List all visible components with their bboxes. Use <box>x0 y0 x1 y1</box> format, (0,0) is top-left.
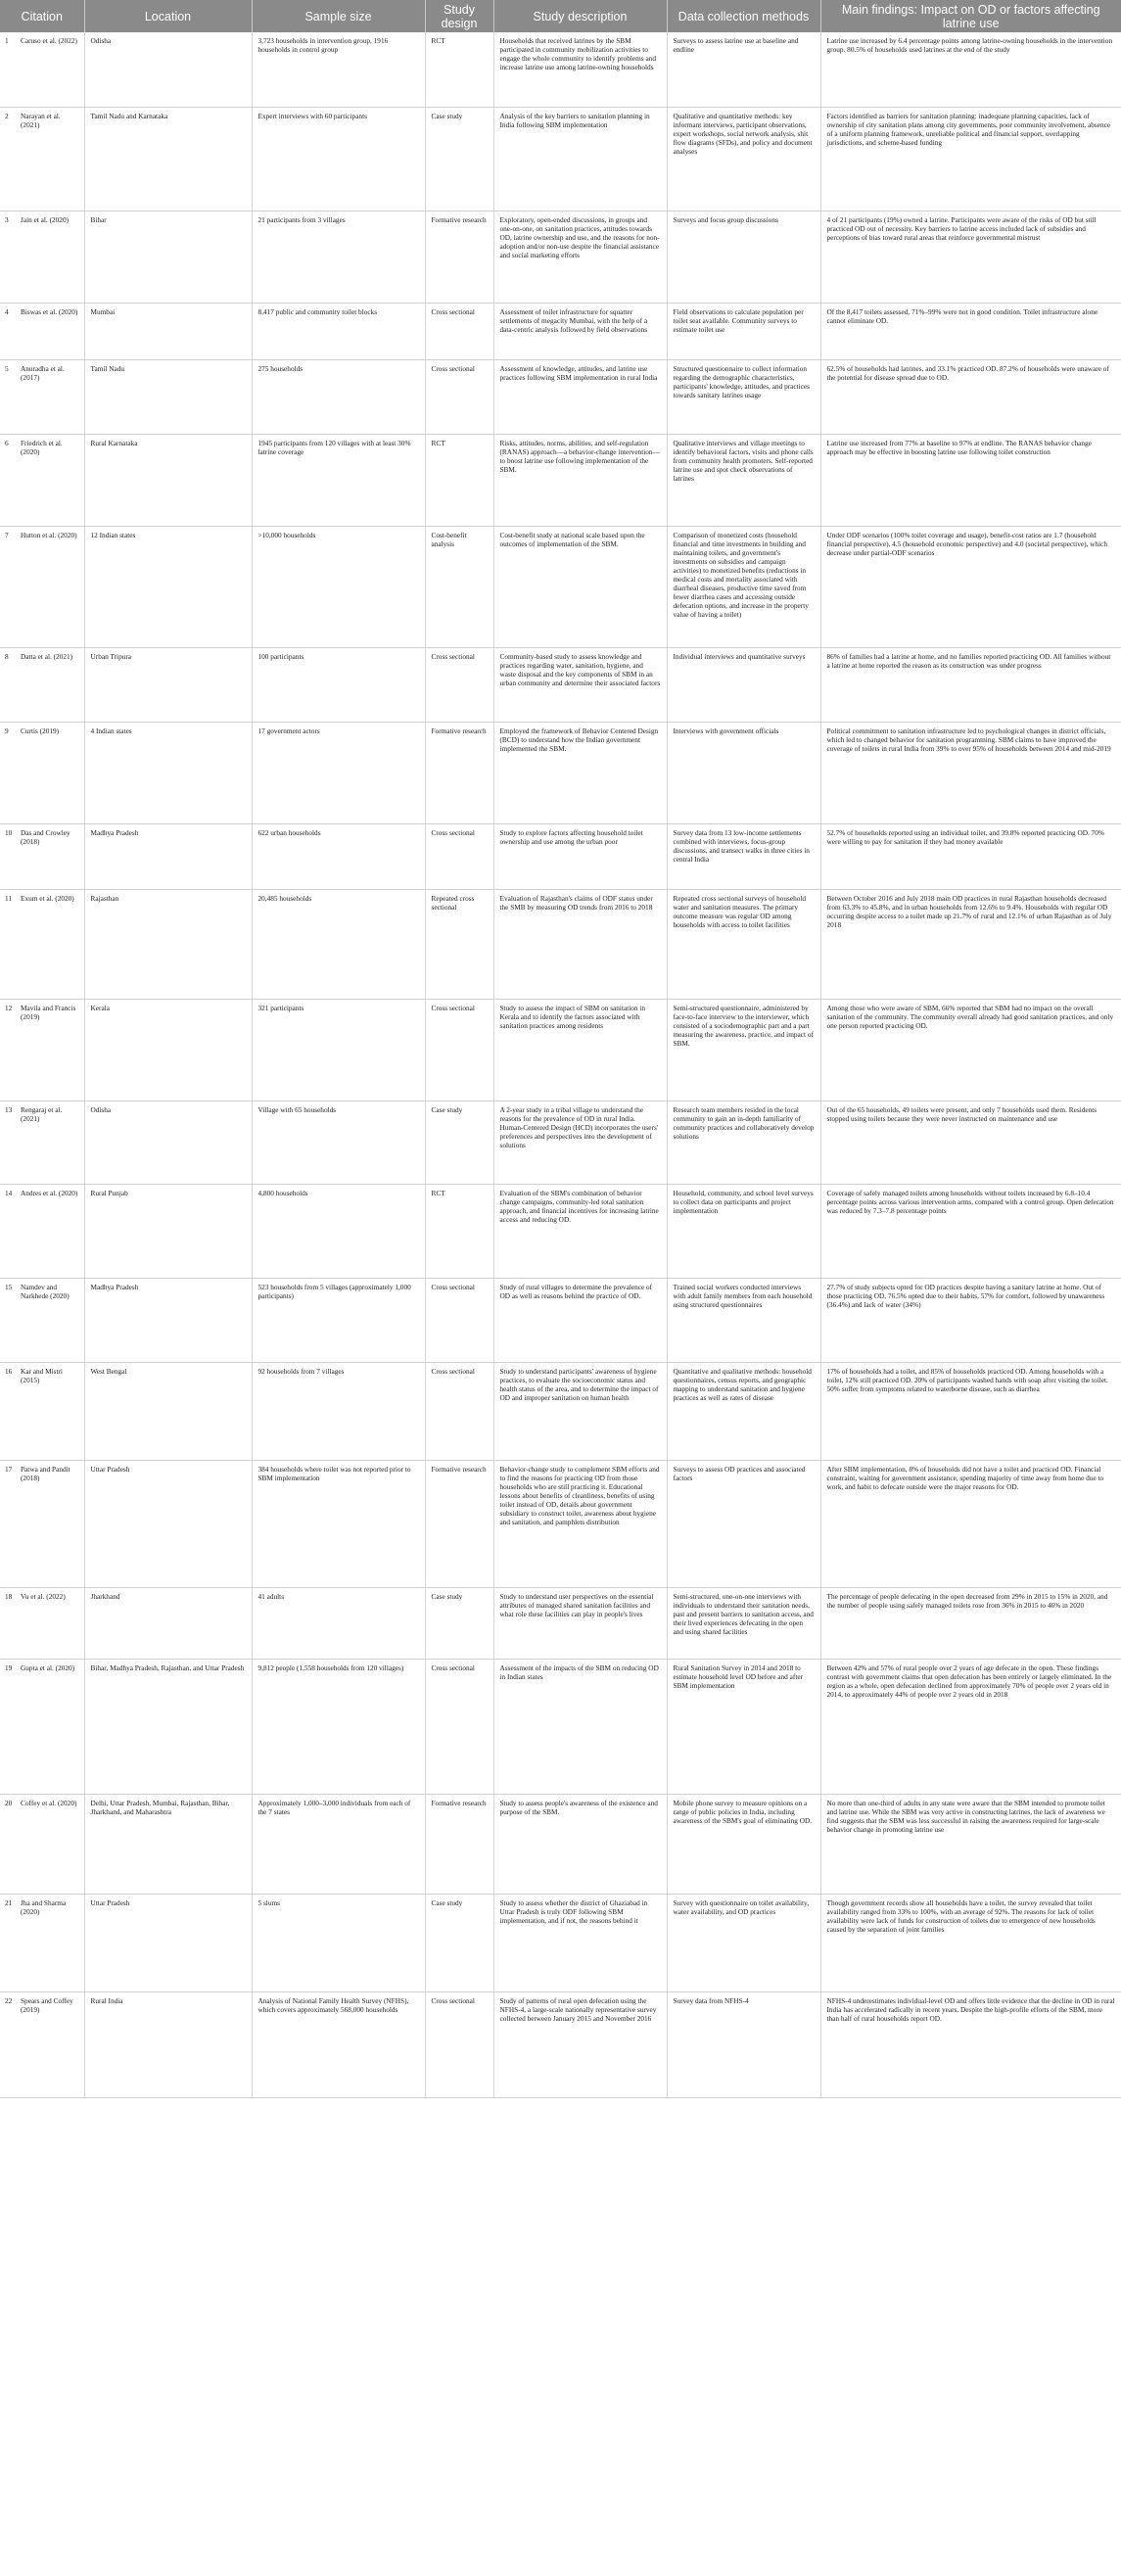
row-number: 12 <box>5 1003 13 1012</box>
cell-main-findings: 4 of 21 participants (19%) owned a latrine. Participants were aware of the risks of OD but still practiced OD out of necessity. Key barriers to latrine access included lack of subsidies and perceptions of bias toward rural areas that reinforce governmental mistrust <box>820 211 1121 303</box>
cell-study-description: Behavior-change study to complement SBM efforts and to find the reasons for practicing OD from those households who are still practicing it. Educational lessons about benefits of cleanliness, benefits of using toilet instead of OD, details about government subsidiary to construct toilet, awareness about hygiene and sanitation, and pamphlets distribution <box>493 1460 667 1587</box>
table-row <box>0 1101 1121 1184</box>
table-row <box>0 889 1121 999</box>
row-number: 11 <box>5 893 13 903</box>
citation-text: Vu et al. (2022) <box>21 1591 66 1601</box>
table-row <box>0 1362 1121 1460</box>
cell-sample-size: 321 participants <box>252 999 425 1101</box>
header-sample-size: Sample size <box>252 0 425 32</box>
cell-data-collection: Semi-structured, one-on-one interviews with individuals to understand their sanitation needs, past and present barriers to sanitation access, and their lived experiences defecating in the open and using shared facilities <box>667 1587 820 1659</box>
citation-text: Narayan et al. (2021) <box>21 111 61 129</box>
header-location: Location <box>84 0 252 32</box>
cell-citation <box>0 1659 84 1794</box>
cell-citation <box>0 1101 84 1184</box>
cell-sample-size: 384 households where toilet was not reported prior to SBM implementation <box>252 1460 425 1587</box>
cell-study-design: Formative research <box>425 211 493 303</box>
citation-text: Exum et al. (2020) <box>21 893 74 903</box>
cell-data-collection: Repeated cross sectional surveys of household water and sanitation measures. The primary outcome measure was regular OD among households with access to toilet facilities <box>667 889 820 999</box>
cell-location: Delhi, Uttar Pradesh, Mumbai, Rajasthan, Bihar, Jharkhand, and Maharashtra <box>84 1794 252 1894</box>
citation-text: Das and Crowley (2018) <box>21 827 70 846</box>
cell-data-collection: Qualitative interviews and village meetings to identify behavioral factors, visits and phone calls from community health promoters. Self-reported latrine use and spot check observations of latrines <box>667 434 820 526</box>
cell-main-findings: 17% of households had a toilet, and 85% of households practiced OD. Among households with a toilet, 12% still practiced OD. 20% of participants washed hands with soap after visiting the toilet. 50% suffer from symptoms related to waterborne disease, such as diarrhea <box>820 1362 1121 1460</box>
cell-citation <box>0 32 84 107</box>
cell-location: Odisha <box>84 32 252 107</box>
table-row <box>0 722 1121 823</box>
row-number: 3 <box>5 214 9 224</box>
cell-location: Bihar, Madhya Pradesh, Rajasthan, and Uttar Pradesh <box>84 1659 252 1794</box>
citation-text: Jha and Sharma (2020) <box>21 1897 67 1916</box>
cell-study-design: RCT <box>425 32 493 107</box>
cell-data-collection: Trained social workers conducted interviews with adult family members from each household using structured questionnaires <box>667 1278 820 1362</box>
cell-citation <box>0 526 84 647</box>
cell-location: 4 Indian states <box>84 722 252 823</box>
row-number: 5 <box>5 363 9 373</box>
cell-main-findings: NFHS-4 underestimates individual-level OD and offers little evidence that the decline in OD in rural India has accelerated radically in recent years. Despite the high-profile efforts of the SBM, more than half of rural households report OD. <box>820 1991 1121 2097</box>
cell-study-design: Case study <box>425 1894 493 1991</box>
cell-sample-size: Approximately 1,000–3,000 individuals from each of the 7 states <box>252 1794 425 1894</box>
cell-sample-size: 21 participants from 3 villages <box>252 211 425 303</box>
cell-citation <box>0 889 84 999</box>
cell-study-design: Cross sectional <box>425 359 493 434</box>
cell-sample-size: Analysis of National Family Health Survey (NFHS), which covers approximately 568,000 households <box>252 1991 425 2097</box>
cell-location: 12 Indian states <box>84 526 252 647</box>
cell-sample-size: 1945 participants from 120 villages with at least 30% latrine coverage <box>252 434 425 526</box>
cell-study-design: Cross sectional <box>425 1991 493 2097</box>
table-row <box>0 1894 1121 1991</box>
cell-data-collection: Interviews with government officials <box>667 722 820 823</box>
cell-study-description: Study to assess the impact of SBM on sanitation in Kerala and to identify the factors associated with sanitation practices among residents <box>493 999 667 1101</box>
cell-study-design: Formative research <box>425 1794 493 1894</box>
cell-study-design: Repeated cross sectional <box>425 889 493 999</box>
cell-study-description: Study of rural villages to determine the prevalence of OD as well as reasons behind the practice of OD. <box>493 1278 667 1362</box>
cell-main-findings: Political commitment to sanitation infrastructure led to psychological changes in district officials, which led to changed behavior for sanitation programming. SBM claims to have improved the coverage of toilets in rural India from 39% to over 95% of households between 2014 and mid-2019 <box>820 722 1121 823</box>
cell-citation <box>0 211 84 303</box>
row-number: 21 <box>5 1897 13 1907</box>
cell-study-design: RCT <box>425 434 493 526</box>
cell-main-findings: Among those who were aware of SBM, 66% reported that SBM had no impact on the overall sanitation of the community. The community overall already had good sanitation practices, and only one person reported practicing OD. <box>820 999 1121 1101</box>
cell-study-design: Case study <box>425 1101 493 1184</box>
cell-location: Madhya Pradesh <box>84 1278 252 1362</box>
cell-sample-size: Village with 65 households <box>252 1101 425 1184</box>
citation-text: Hutton et al. (2020) <box>21 530 77 539</box>
cell-sample-size: 8,417 public and community toilet blocks <box>252 303 425 359</box>
cell-data-collection: Household, community, and school level surveys to collect data on participants and project implementation <box>667 1184 820 1278</box>
cell-location: Odisha <box>84 1101 252 1184</box>
cell-main-findings: 52.7% of households reported using an individual toilet, and 39.8% reported practicing OD. 70% were willing to pay for sanitation if they had money available <box>820 823 1121 889</box>
citation-text: Namdev and Narkhede (2020) <box>21 1282 70 1300</box>
citation-text: Andres et al. (2020) <box>21 1188 78 1197</box>
cell-study-description: Study of patterns of rural open defecation using the NFHS-4, a large-scale nationally representative survey collected between January 2015 and November 2016 <box>493 1991 667 2097</box>
cell-data-collection: Structured questionnaire to collect information regarding the demographic characteristics, participants' knowledge, attitudes, and practices towards sanitary latrines usage <box>667 359 820 434</box>
cell-study-description: Study to assess whether the district of Ghaziabad in Uttar Pradesh is truly ODF following SBM implementation, and if not, the reasons behind it <box>493 1894 667 1991</box>
cell-study-design: Formative research <box>425 722 493 823</box>
table-row <box>0 526 1121 647</box>
citation-text: Jain et al. (2020) <box>21 214 70 224</box>
cell-study-design: Case study <box>425 1587 493 1659</box>
cell-study-description: Study to understand user perspectives on the essential attributes of managed shared sanitation facilities and what role these facilities can play in people's lives <box>493 1587 667 1659</box>
cell-data-collection: Qualitative and quantitative methods: key informant interviews, participant observations, expert workshops, social network analysis, shit flow diagrams (SFDs), and policy and document analyses <box>667 107 820 211</box>
cell-citation <box>0 1991 84 2097</box>
cell-location: Jharkhand <box>84 1587 252 1659</box>
cell-location: Rural India <box>84 1991 252 2097</box>
cell-study-design: Cross sectional <box>425 303 493 359</box>
row-number: 7 <box>5 530 9 539</box>
cell-main-findings: 62.5% of households had latrines, and 33.1% practiced OD. 87.2% of households were unaware of the potential for disease spread due to OD. <box>820 359 1121 434</box>
cell-data-collection: Field observations to calculate population per toilet seat available. Community surveys to estimate toilet use <box>667 303 820 359</box>
cell-citation <box>0 647 84 722</box>
table-row <box>0 211 1121 303</box>
cell-citation <box>0 107 84 211</box>
cell-data-collection: Mobile phone survey to measure opinions on a range of public policies in India, including awareness of the SBM's goal of eliminating OD. <box>667 1794 820 1894</box>
cell-study-description: Study to understand participants' awareness of hygiene practices, to evaluate the socioeconomic status and health status of the area, and to determine the impact of OD and improper sanitation on human health <box>493 1362 667 1460</box>
cell-main-findings: No more than one-third of adults in any state were aware that the SBM intended to promote toilet and latrine use. While the SBM was very active in constructing latrines, the lack of awareness we find suggests that the SBM was less successful in raising the awareness required for large-scale behavior change in promoting latrine use <box>820 1794 1121 1894</box>
cell-citation <box>0 823 84 889</box>
cell-citation <box>0 999 84 1101</box>
citation-text: Anuradha et al. (2017) <box>21 363 65 382</box>
cell-data-collection: Survey with questionnaire on toilet availability, water availability, and OD practices <box>667 1894 820 1991</box>
cell-citation <box>0 1794 84 1894</box>
cell-data-collection: Rural Sanitation Survey in 2014 and 2018 to estimate household level OD before and after SBM implementation <box>667 1659 820 1794</box>
row-number: 4 <box>5 306 9 316</box>
cell-study-description: Employed the framework of Behavior Centered Design (BCD) to understand how the Indian government implemented the SBM. <box>493 722 667 823</box>
cell-study-design: Cross sectional <box>425 1362 493 1460</box>
cell-location: Rural Punjab <box>84 1184 252 1278</box>
cell-data-collection: Survey data from NFHS-4 <box>667 1991 820 2097</box>
cell-study-description: A 2-year study in a tribal village to understand the reasons for the prevalence of OD in rural India. Human-Centered Design (HCD) incorporates the users' preferences and perspectives into the development of solutions <box>493 1101 667 1184</box>
citation-text: Mavila and Francis (2019) <box>21 1003 76 1021</box>
row-number: 6 <box>5 438 9 447</box>
table-row <box>0 1184 1121 1278</box>
row-number: 9 <box>5 726 9 735</box>
table-row <box>0 1991 1121 2097</box>
cell-sample-size: 92 households from 7 villages <box>252 1362 425 1460</box>
row-number: 10 <box>5 827 13 837</box>
row-number: 2 <box>5 111 9 120</box>
cell-data-collection: Surveys to assess OD practices and associated factors <box>667 1460 820 1587</box>
cell-location: Urban Tripura <box>84 647 252 722</box>
cell-sample-size: 100 participants <box>252 647 425 722</box>
table-row <box>0 434 1121 526</box>
table-row <box>0 303 1121 359</box>
table-body <box>0 32 1121 2097</box>
cell-main-findings: Coverage of safely managed toilets among households without toilets increased by 6.8–10.4 percentage points across various intervention arms, compared with a control group. Open defecation was reduced by 7.3–7.8 percentage points <box>820 1184 1121 1278</box>
cell-study-design: Case study <box>425 107 493 211</box>
cell-location: Madhya Pradesh <box>84 823 252 889</box>
cell-sample-size: 275 households <box>252 359 425 434</box>
citation-text: Coffey et al. (2020) <box>21 1798 77 1807</box>
header-row <box>0 0 1121 32</box>
cell-main-findings: 27.7% of study subjects opted for OD practices despite having a sanitary latrine at home. Out of those practicing OD, 76.5% opted due to their habits, 57% for comfort, followed by unawareness (36.4%) and lack of water (34%) <box>820 1278 1121 1362</box>
cell-citation <box>0 434 84 526</box>
table-row <box>0 1460 1121 1587</box>
table-row <box>0 1659 1121 1794</box>
citation-text: Gupta et al. (2020) <box>21 1663 75 1672</box>
header-data-collection: Data collection methods <box>667 0 820 32</box>
row-number: 17 <box>5 1464 13 1474</box>
cell-sample-size: 4,800 households <box>252 1184 425 1278</box>
cell-study-design: Formative research <box>425 1460 493 1587</box>
table-row <box>0 999 1121 1101</box>
cell-main-findings: Of the 8,417 toilets assessed, 71%–99% were not in good condition. Toilet infrastructure alone cannot eliminate OD. <box>820 303 1121 359</box>
cell-main-findings: Latrine use increased from 77% at baseline to 97% at endline. The RANAS behavior change approach may be effective in boosting latrine use following toilet construction <box>820 434 1121 526</box>
row-number: 15 <box>5 1282 13 1291</box>
citation-text: Rengaraj et al. (2021) <box>21 1104 63 1123</box>
cell-study-description: Study to assess people's awareness of the existence and purpose of the SBM. <box>493 1794 667 1894</box>
cell-location: Uttar Pradesh <box>84 1460 252 1587</box>
cell-location: Uttar Pradesh <box>84 1894 252 1991</box>
cell-sample-size: 622 urban households <box>252 823 425 889</box>
table-row <box>0 1794 1121 1894</box>
row-number: 13 <box>5 1104 13 1114</box>
cell-location: Bihar <box>84 211 252 303</box>
cell-sample-size: 3,723 households in intervention group, 1916 households in control group <box>252 32 425 107</box>
row-number: 8 <box>5 651 9 661</box>
citation-text: Kar and Mistri (2015) <box>21 1366 63 1384</box>
cell-study-design: Cross sectional <box>425 823 493 889</box>
cell-data-collection: Surveys and focus group discussions <box>667 211 820 303</box>
cell-location: Rajasthan <box>84 889 252 999</box>
cell-location: Mumbai <box>84 303 252 359</box>
cell-sample-size: 20,485 households <box>252 889 425 999</box>
cell-location: Tamil Nadu and Karnataka <box>84 107 252 211</box>
table-row <box>0 1278 1121 1362</box>
cell-citation <box>0 1362 84 1460</box>
cell-main-findings: After SBM implementation, 8% of households did not have a toilet and practiced OD. Financial constraint, waiting for government assistance, spending majority of time away from home due to work, and habit to defecate outside were the major reasons for OD. <box>820 1460 1121 1587</box>
cell-study-description: Assessment of the impacts of the SBM on reducing OD in Indian states <box>493 1659 667 1794</box>
cell-data-collection: Individual interviews and quantitative surveys <box>667 647 820 722</box>
cell-citation <box>0 1278 84 1362</box>
cell-study-design: Cost-benefit analysis <box>425 526 493 647</box>
table-row <box>0 1587 1121 1659</box>
cell-citation <box>0 1184 84 1278</box>
table-row <box>0 107 1121 211</box>
cell-main-findings: 86% of families had a latrine at home, and no families reported practicing OD. All families without a latrine at home reported the reason as its construction was under progress <box>820 647 1121 722</box>
cell-study-design: Cross sectional <box>425 647 493 722</box>
table-header <box>0 0 1121 32</box>
header-study-design: Study design <box>425 0 493 32</box>
cell-citation <box>0 1894 84 1991</box>
cell-citation <box>0 1460 84 1587</box>
cell-citation <box>0 303 84 359</box>
row-number: 16 <box>5 1366 13 1376</box>
cell-location: Rural Karnataka <box>84 434 252 526</box>
cell-study-description: Evaluation of the SBM's combination of behavior change campaigns, community-led total sanitation approach, and financial incentives for increasing latrine access and reducing OD. <box>493 1184 667 1278</box>
cell-study-description: Evaluation of Rajasthan's claims of ODF status under the SMB by measuring OD trends from 2016 to 2018 <box>493 889 667 999</box>
table-row <box>0 359 1121 434</box>
cell-sample-size: 9,812 people (1,558 households from 120 villages) <box>252 1659 425 1794</box>
cell-sample-size: 41 adults <box>252 1587 425 1659</box>
citation-text: Curtis (2019) <box>21 726 60 735</box>
cell-data-collection: Comparison of monetized costs (household financial and time investments in building and maintaining toilets, and government's investments on subsidies and campaign activities) to monetized benefits (reductions in medical costs and mortality associated with diarrheal diseases, productive time saved from fewer diarrhea cases and accessing outside defecation options, and increase in the property value of having a toilet) <box>667 526 820 647</box>
cell-study-design: Cross sectional <box>425 1278 493 1362</box>
table-row <box>0 823 1121 889</box>
cell-location: Kerala <box>84 999 252 1101</box>
citation-text: Datta et al. (2021) <box>21 651 73 661</box>
cell-citation <box>0 359 84 434</box>
cell-main-findings: Between 42% and 57% of rural people over 2 years of age defecate in the open. These findings contrast with government claims that open defecation has been entirely or largely eliminated. In the region as a whole, open defecation declined from approximately 70% of people over 2 years old in 2014, to approximately 44% of people over 2 years old in 2018 <box>820 1659 1121 1794</box>
cell-sample-size: Expert interviews with 60 participants <box>252 107 425 211</box>
cell-data-collection: Quantitative and qualitative methods: household questionnaires, census reports, and geographic mapping to understand sanitation and hygiene practices as well as rates of disease <box>667 1362 820 1460</box>
cell-main-findings: The percentage of people defecating in the open decreased from 29% in 2015 to 15% in 2020, and the number of people using safely managed toilets rose from 36% in 2015 to 46% in 2020 <box>820 1587 1121 1659</box>
cell-main-findings: Out of the 65 households, 49 toilets were present, and only 7 households used them. Residents stopped using toilets because they were never instructed on maintenance and use <box>820 1101 1121 1184</box>
cell-sample-size: >10,000 households <box>252 526 425 647</box>
cell-sample-size: 5 slums <box>252 1894 425 1991</box>
cell-study-description: Assessment of knowledge, attitudes, and latrine use practices following SBM implementation in rural India <box>493 359 667 434</box>
row-number: 20 <box>5 1798 13 1807</box>
cell-study-description: Households that received latrines by the SBM participated in community mobilization activities to engage the whole community to identify problems and increase latrine use among latrine-owning households <box>493 32 667 107</box>
header-citation: Citation <box>0 0 84 32</box>
citation-text: Biswas et al. (2020) <box>21 306 78 316</box>
cell-study-description: Exploratory, open-ended discussions, in groups and one-on-one, on sanitation practices, attitudes towards OD, latrine ownership and use, and the reasons for non-adoption and/or non-use despite the financial assistance and social marketing efforts <box>493 211 667 303</box>
citation-text: Friedrich et al. (2020) <box>21 438 63 456</box>
cell-study-description: Analysis of the key barriers to sanitation planning in India following SBM implementation <box>493 107 667 211</box>
cell-data-collection: Surveys to assess latrine use at baseline and endline <box>667 32 820 107</box>
cell-citation <box>0 1587 84 1659</box>
cell-study-description: Assessment of toilet infrastructure for squatter settlements of megacity Mumbai, with the help of a data-centric analysis followed by field observations <box>493 303 667 359</box>
cell-main-findings: Latrine use increased by 6.4 percentage points among latrine-owning households in the intervention group. 80.5% of households used latrines at the end of the study <box>820 32 1121 107</box>
cell-study-description: Risks, attitudes, norms, abilities, and self-regulation (RANAS) approach—a behavior-change intervention—to boost latrine use following implementation of the SBM. <box>493 434 667 526</box>
cell-data-collection: Research team members resided in the local community to gain an in-depth familiarity of community practices and collaboratively develop solutions <box>667 1101 820 1184</box>
cell-main-findings: Though government records show all households have a toilet, the survey revealed that toilet availability ranged from 33% to 100%, with an average of 92%. The reasons for lack of toilet availability were lack of funds for construction of toilets due to emergence of new households caused by the separation of joint families <box>820 1894 1121 1991</box>
cell-main-findings: Between October 2016 and July 2018 main OD practices in rural Rajasthan households decreased from 63.3% to 45.8%, and in urban households from 12.6% to 9.4%. Households with regular OD occurring despite access to a toilet made up 21.7% of rural and 12.1% of urban Rajasthan as of July 2018 <box>820 889 1121 999</box>
cell-main-findings: Factors identified as barriers for sanitation planning: inadequate planning capacities, lack of ownership of city sanitation plans among city governments, poor community involvement, absence of a uniform planning framework, unreliable political and financial support, overlapping jurisdictions, and scheme-based funding <box>820 107 1121 211</box>
cell-citation <box>0 722 84 823</box>
cell-study-description: Cost-benefit study at national scale based upon the outcomes of implementation of the SBM. <box>493 526 667 647</box>
row-number: 22 <box>5 1995 13 2005</box>
row-number: 14 <box>5 1188 13 1197</box>
row-number: 18 <box>5 1591 13 1601</box>
cell-data-collection: Survey data from 13 low-income settlements combined with interviews, focus-group discussions, and transect walks in three cities in central India <box>667 823 820 889</box>
cell-study-design: RCT <box>425 1184 493 1278</box>
cell-study-design: Cross sectional <box>425 1659 493 1794</box>
table-row <box>0 32 1121 107</box>
cell-sample-size: 17 government actors <box>252 722 425 823</box>
citation-text: Caruso et al. (2022) <box>21 36 77 45</box>
row-number: 1 <box>5 36 9 45</box>
cell-main-findings: Under ODF scenarios (100% toilet coverage and usage), benefit-cost ratios are 1.7 (household financial perspective), 4.5 (household economic perspective) and 4.0 (societal perspective), which decrease under partial-ODF scenarios <box>820 526 1121 647</box>
table-row <box>0 647 1121 722</box>
row-number: 19 <box>5 1663 13 1672</box>
header-study-description: Study description <box>493 0 667 32</box>
cell-study-description: Study to explore factors affecting household toilet ownership and use among the urban poor <box>493 823 667 889</box>
cell-data-collection: Semi-structured questionnaire, administered by face-to-face interview to the interviewer, which consisted of a sociodemographic part and a part measuring the awareness, practice, and impact of SBM. <box>667 999 820 1101</box>
citation-text: Patwa and Pandit (2018) <box>21 1464 70 1482</box>
header-main-findings: Main findings: Impact on OD or factors affecting latrine use <box>820 0 1121 32</box>
cell-study-description: Community-based study to assess knowledge and practices regarding water, sanitation, hygiene, and waste disposal and the key components of SBM in an urban community and determine their associated factors <box>493 647 667 722</box>
cell-location: West Bengal <box>84 1362 252 1460</box>
citation-text: Spears and Coffey (2019) <box>21 1995 73 2014</box>
cell-location: Tamil Nadu <box>84 359 252 434</box>
cell-sample-size: 523 households from 5 villages (approximately 1,000 participants) <box>252 1278 425 1362</box>
cell-study-design: Cross sectional <box>425 999 493 1101</box>
